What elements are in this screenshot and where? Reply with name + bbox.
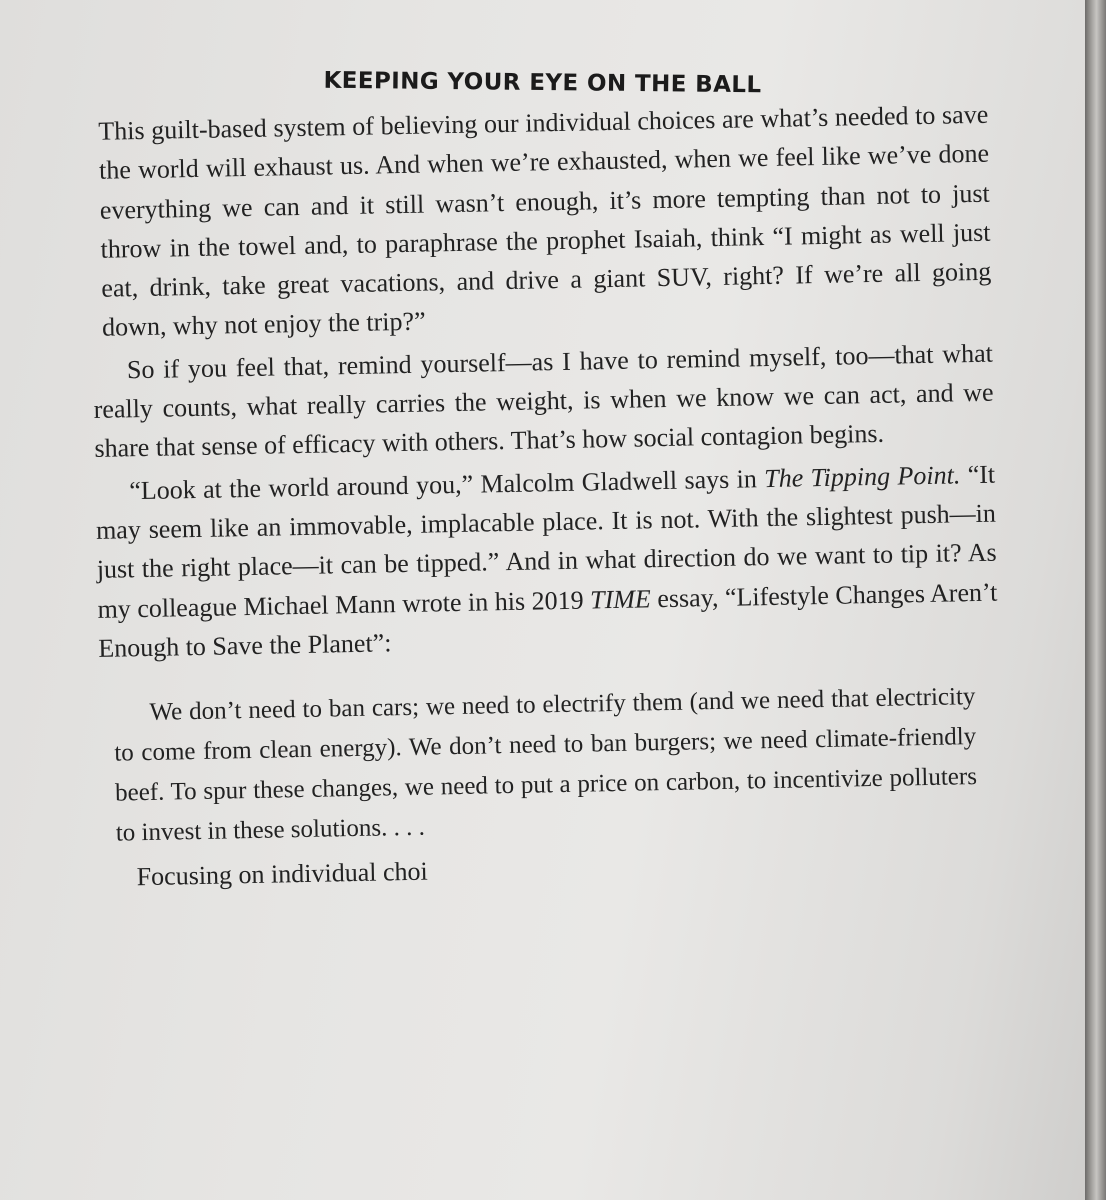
paragraph-4-fragment: Focusing on individual choi: [136, 856, 428, 892]
body-text: [88, 95, 1003, 901]
magazine-title: TIME: [589, 583, 652, 615]
paragraph-3-lead: “Look at the world around you,” Malcolm Gladwell says in: [128, 463, 765, 505]
paragraph-1: This guilt-based system of believing our individual choices are what’s needed to save the world will exhaust us. And when we’re exhausted, when we feel like we’ve done everything we can and it still wasn’t enough, it’s more tempting than not to just throw in the towel and, to paraphrase the prophet Isaiah, think “I might as well just eat, drink, take great vacations, and drive a giant SUV, right? If we’re all going down, why not enjoy the trip?”: [98, 99, 992, 343]
block-quote: We don’t need to ban cars; we need to electrify them (and we need that electricity to come from clean energy). We don’t need to ban burgers; we need climate-friendly beef. To spur these changes, we need to put a price on carbon, to incentivize polluters to invest in these solutions. . . .: [114, 683, 978, 847]
section-heading: KEEPING YOUR EYE ON THE BALL: [323, 67, 762, 99]
book-title: The Tipping Point.: [763, 459, 961, 493]
page-stack-edge: [1085, 0, 1106, 1200]
paragraph-2: So if you feel that, remind yourself—as I have to remind myself, too—that what really counts, what really carries the weight, is when we know we can act, and we share that sense of efficacy with others. That’s how social contagion begins.: [93, 338, 994, 464]
paragraph-3-quote: “It may seem like an immovable, implacable place. It is not. With the slightest push—in just the right place—it can be tipped.” And in what direction do we want to tip it? As my colleague Michael Mann wrote in his 2019: [95, 459, 997, 624]
paragraph-3: [95, 454, 999, 668]
paragraph-3-tail: essay, “Lifestyle Changes Aren’t Enough to Save the Planet”:: [98, 577, 998, 663]
